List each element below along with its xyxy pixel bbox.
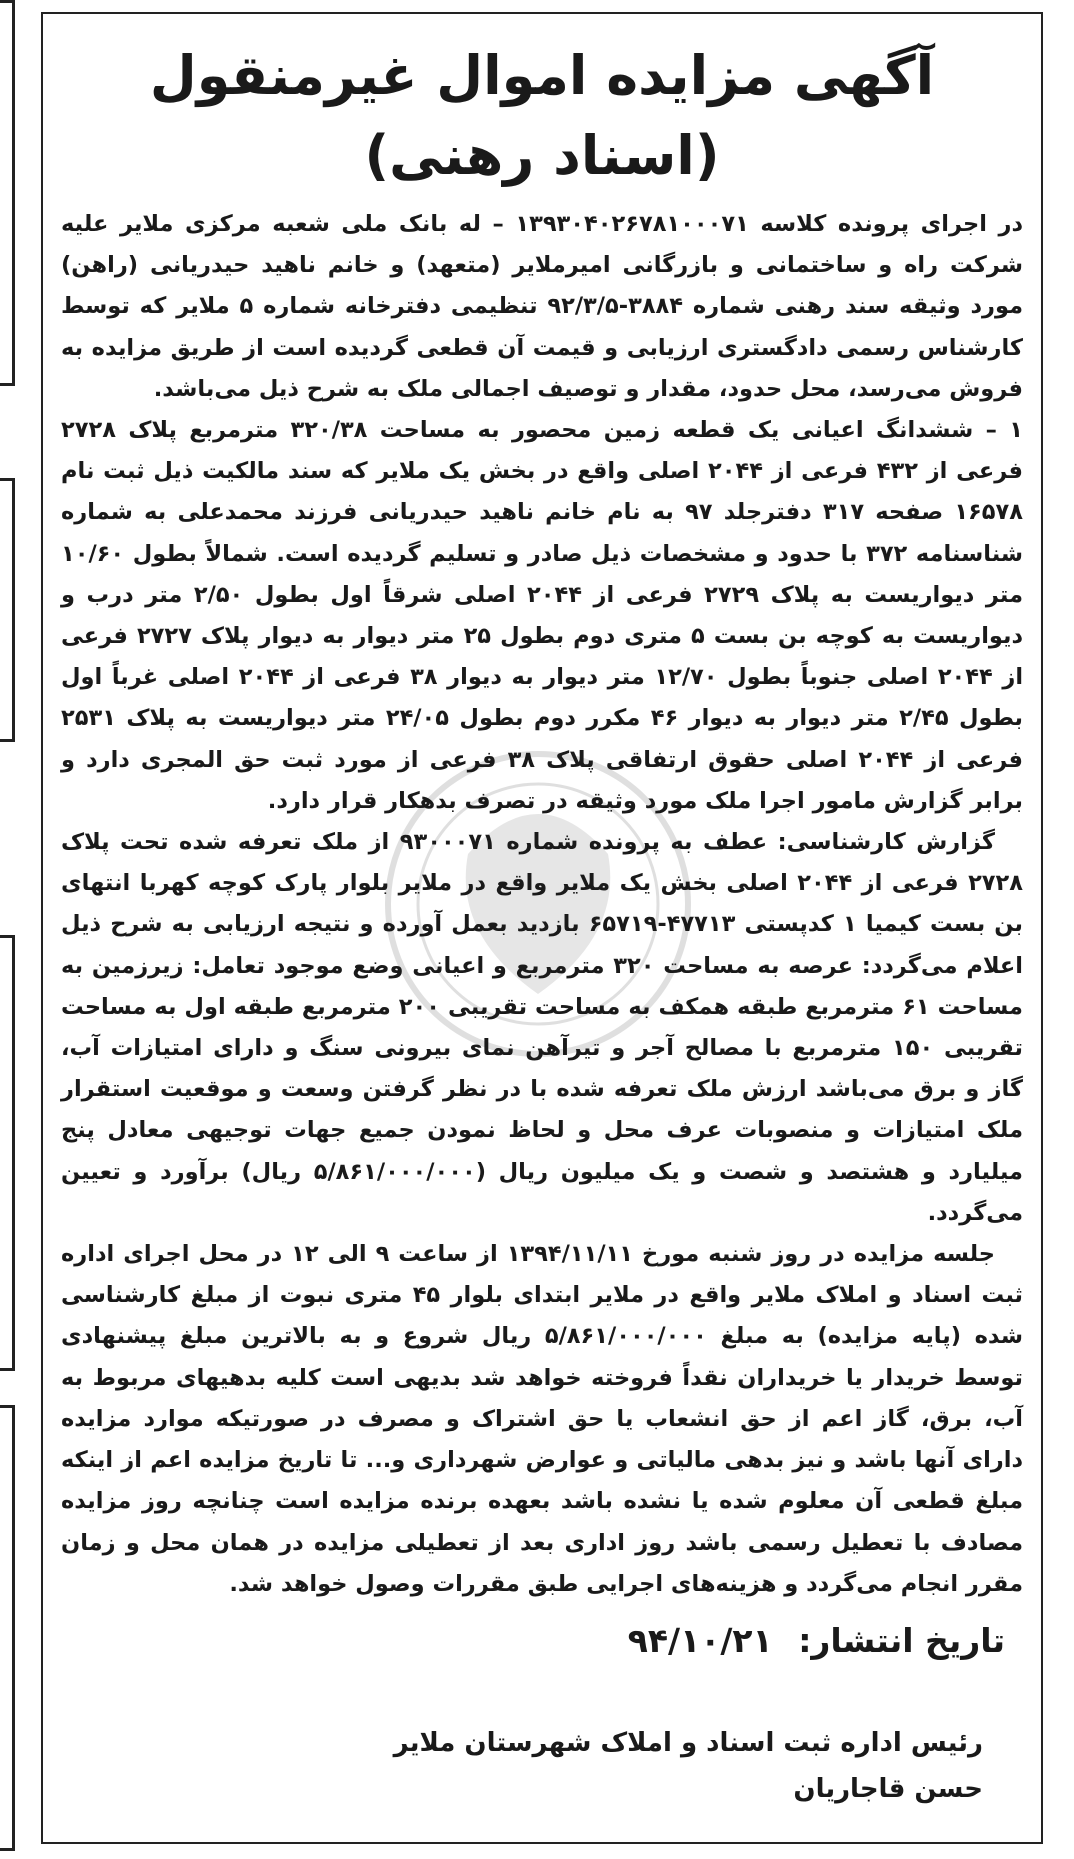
publication-date-value: ۹۴/۱۰/۲۱ [627,1620,773,1660]
signature-title: رئیس اداره ثبت اسناد و املاک شهرستان ملایر [393,1728,983,1758]
notice-intro-paragraph: در اجرای پرونده کلاسه ۱۳۹۳۰۴۰۲۶۷۸۱۰۰۰۷۱ – له بانک ملی شعبه مرکزی ملایر علیه شرکت راه و ساختمانی و بازرگانی امیرملایر (متعهد) و خانم ناهید حیدریانی (راهن) مورد وثیقه سند رهنی شماره ۳۸۸۴-۹۲/۳/۵ تنظیمی دفترخانه شماره ۵ ملایر که توسط کارشناس رسمی دادگستری ارزیابی و قیمت آن قطعی گردیده است از طریق مزایده به فروش می‌رسد، محل حدود، مقدار و توصیف اجمالی ملک به شرح ذیل می‌باشد. [61,211,1023,402]
neighbor-column-border [0,935,15,1371]
property-description-paragraph: ۱ – ششدانگ اعیانی یک قطعه زمین محصور به مساحت ۳۲۰/۳۸ مترمربع پلاک ۲۷۲۸ فرعی از ۴۳۲ فرعی از ۲۰۴۴ اصلی واقع در بخش یک ملایر که سند مالکیت ذیل ثبت نام ۱۶۵۷۸ صفحه ۳۱۷ دفترجلد ۹۷ به نام خانم ناهید حیدریانی فرزند محمدعلی به شماره شناسنامه ۳۷۲ با حدود و مشخصات ذیل صادر و تسلیم گردیده است. شمالاً بطول ۱۰/۶۰ متر دیواریست به پلاک ۲۷۲۹ فرعی از ۲۰۴۴ اصلی شرقاً اول بطول ۲/۵۰ متر درب و دیواریست به کوچه بن بست ۵ متری دوم بطول ۲۵ متر دیوار به دیوار پلاک ۲۷۲۷ فرعی از ۲۰۴۴ اصلی جنوباً بطول ۱۲/۷۰ متر دیوار به دیوار ۳۸ فرعی از ۲۰۴۴ اصلی غرباً اول بطول ۲/۴۵ متر دیوار به دیوار ۴۶ مکرر دوم بطول ۲۴/۰۵ متر دیواریست به پلاک ۲۵۳۱ فرعی از ۲۰۴۴ اصلی حقوق ارتفاقی پلاک ۳۸ فرعی از مورد ثبت حق المجری دارد و برابر گزارش مامور اجرا ملک مورد وثیقه در تصرف بدهکار قرار دارد. [61,417,1024,814]
neighbor-column-border [0,1405,15,1851]
publication-date-line [61,1617,1023,1665]
notice-frame [41,12,1043,1844]
signature-block [394,1720,983,1812]
signature-name: حسن قاجاریان [793,1774,983,1804]
notice-body [61,36,1023,1822]
notice-title: آگهی مزایده اموال غیرمنقول (اسناد رهنی) [149,44,935,187]
publication-date-label: تاریخ انتشار: [798,1620,1005,1660]
neighbor-column-border [0,0,15,386]
auction-session-paragraph: جلسه مزایده در روز شنبه مورخ ۱۳۹۴/۱۱/۱۱ از ساعت ۹ الی ۱۲ در محل اجرای اداره ثبت اسناد و املاک ملایر واقع در ملایر ابتدای بلوار ۴۵ متری نبوت از مبلغ کارشناسی شده (پایه مزایده) به مبلغ ۵/۸۶۱/۰۰۰/۰۰۰ ریال شروع و به بالاترین مبلغ پیشنهادی توسط خریدار یا خریداران نقداً فروخته خواهد شد بدیهی است کلیه بدهیهای مربوط به آب، برق، گاز اعم از حق انشعاب یا حق اشتراک و مصرف در صورتیکه موارد مزایده دارای آنها باشد و نیز بدهی مالیاتی و عوارض شهرداری و... تا تاریخ مزایده اعم از اینکه مبلغ قطعی آن معلوم شده یا نشده باشد بعهده برنده مزایده است چنانچه روز مزایده مصادف با تعطیل رسمی باشد روز اداری بعد از تعطیلی مزایده در همان محل و زمان مقرر انجام می‌گردد و هزینه‌های اجرایی طبق مقررات وصول خواهد شد. [61,1241,1023,1597]
neighbor-column-border [0,478,15,742]
expert-report-paragraph: گزارش کارشناسی: عطف به پرونده شماره ۹۳۰۰۰۷۱ از ملک تعرفه شده تحت پلاک ۲۷۲۸ فرعی از ۲۰۴۴ اصلی بخش یک ملایر واقع در ملایر بلوار پارک کوچه کهربا انتهای بن بست کیمیا ۱ کدپستی ۴۷۷۱۳-۶۵۷۱۹ بازدید بعمل آورده و نتیجه ارزیابی به شرح ذیل اعلام می‌گردد: عرصه به مساحت ۳۲۰ مترمربع و اعیانی وضع موجود تعامل: زیرزمین به مساحت ۶۱ مترمربع طبقه همکف به مساحت تقریبی ۲۰۰ مترمربع طبقه اول به مساحت تقریبی ۱۵۰ مترمربع با مصالح آجر و تیرآهن نمای بیرونی سنگ و دارای امتیازات آب، گاز و برق می‌باشد ارزش ملک تعرفه شده با در نظر گرفتن وسعت و موقعیت استقرار ملک امتیازات و منصوبات عرف محل و لحاظ نمودن جمیع جهات توجیهی معادل پنج میلیارد و هشتصد و شصت و یک میلیون ریال (۵/۸۶۱/۰۰۰/۰۰۰ ریال) برآورد و تعیین می‌گردد. [61,829,1023,1226]
